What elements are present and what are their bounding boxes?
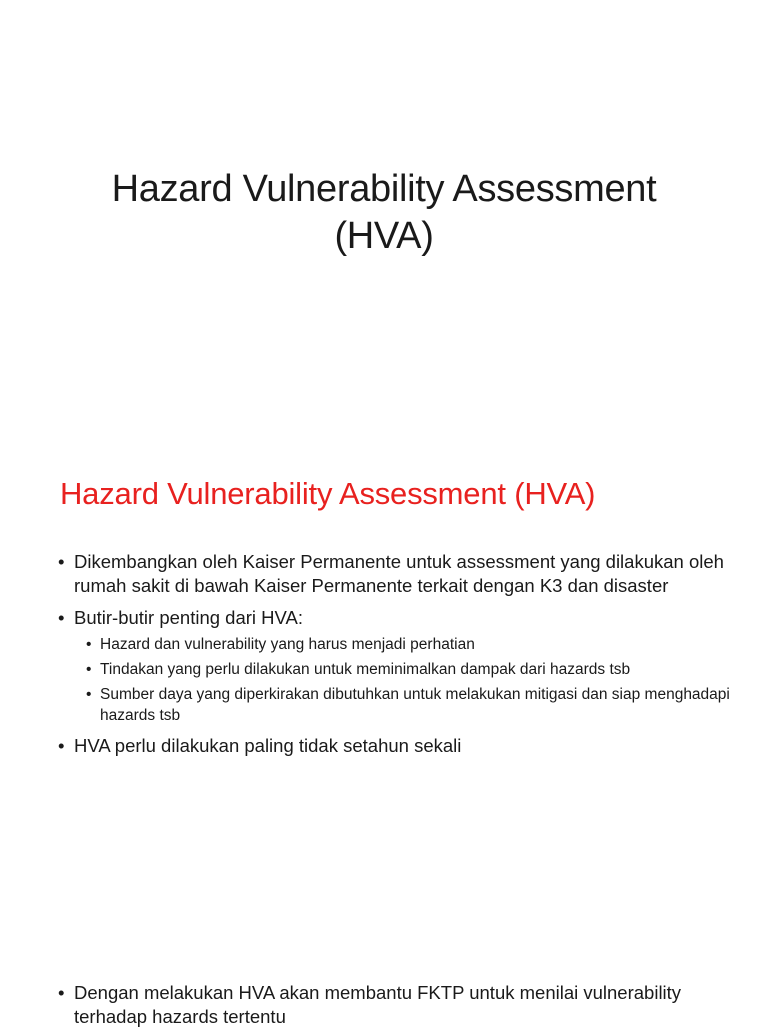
- bullet-item: [58, 550, 738, 598]
- sub-bullet-text: Tindakan yang perlu dilakukan untuk meminimalkan dampak dari hazards tsb: [100, 661, 631, 678]
- sub-bullet-item: [86, 659, 738, 680]
- sub-bullet-text: Sumber daya yang diperkirakan dibutuhkan untuk melakukan mitigasi dan siap menghadapi hazards tsb: [100, 686, 730, 724]
- section-heading: Hazard Vulnerability Assessment (HVA): [60, 476, 596, 511]
- bullet-item: [58, 606, 738, 726]
- sub-bullet-item: [86, 684, 738, 726]
- content-slide: [0, 432, 768, 1027]
- bullet-item: [58, 981, 738, 1029]
- bullet-text: HVA perlu dilakukan paling tidak setahun sekali: [74, 735, 462, 756]
- bullet-text: Dengan melakukan HVA akan membantu FKTP untuk menilai vulnerability terhadap hazards tertentu: [74, 982, 682, 1027]
- bottom-bullet-list: [58, 981, 738, 1029]
- sub-bullet-text: Hazard dan vulnerability yang harus menjadi perhatian: [100, 636, 475, 653]
- bullet-item: [58, 734, 738, 758]
- sub-bullet-list: [86, 634, 738, 726]
- bullet-text: Butir-butir penting dari HVA:: [74, 607, 303, 628]
- bullet-text: Dikembangkan oleh Kaiser Permanente untuk assessment yang dilakukan oleh rumah sakit di bawah Kaiser Permanente terkait dengan K3 dan disaster: [74, 551, 724, 596]
- bullet-list: [58, 550, 738, 766]
- sub-bullet-item: [86, 634, 738, 655]
- slide-title: Hazard Vulnerability Assessment (HVA): [111, 168, 657, 257]
- title-slide: [0, 0, 768, 432]
